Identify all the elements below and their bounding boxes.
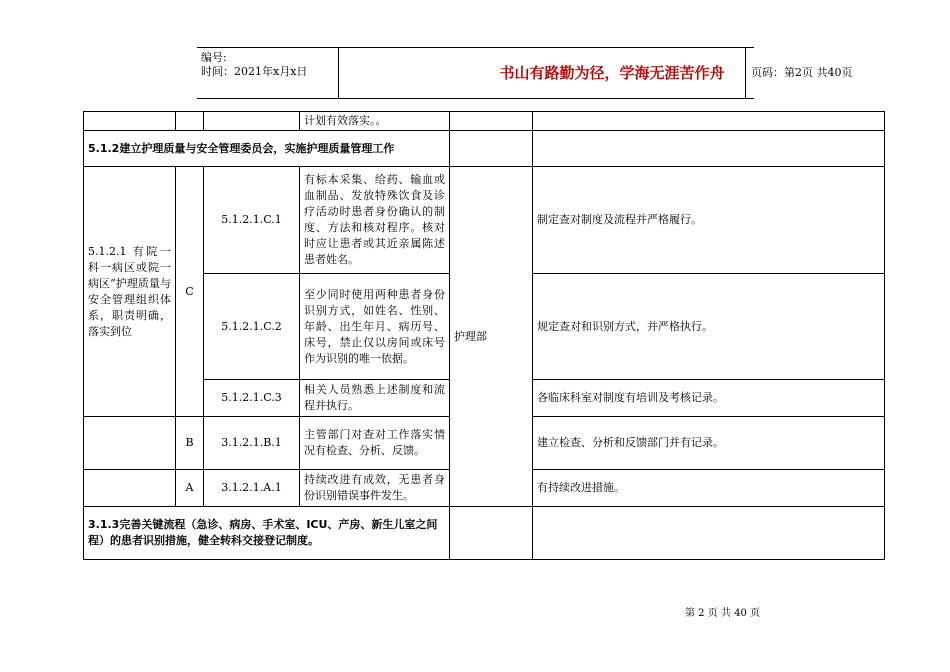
- table-row: [84, 167, 885, 274]
- page-info: 页码：第2页 共40页: [751, 66, 853, 79]
- table-cell: [450, 507, 533, 560]
- code-cell: 5.1.2.1.C.2: [204, 274, 300, 380]
- grade-cell: B: [176, 417, 204, 470]
- standard-cell: 主管部门对查对工作落实情况有检查、分析、反馈。: [300, 417, 450, 470]
- standard-cell: 持续改进有成效，无患者身份识别错误事件发生。: [300, 470, 450, 507]
- grade-cell: C: [176, 167, 204, 417]
- code-cell: 5.1.2.1.C.1: [204, 167, 300, 274]
- method-cell: 各临床科室对制度有培训及考核记录。: [533, 380, 885, 417]
- table-cell: [450, 131, 533, 167]
- table-row: [84, 112, 885, 131]
- table-cell: [84, 470, 176, 507]
- standards-table: [83, 111, 885, 560]
- motto: 书山有路勤为径，学海无涯苦作舟: [499, 64, 725, 82]
- item-label: 5.1.2.1 有院一科一病区或院一病区”护理质量与安全管理组织体系，职责明确，落实到位: [84, 167, 176, 417]
- page-footer: 第 2 页 共 40 页: [685, 608, 760, 619]
- standard-cell: 至少同时使用两种患者身份识别方式，如姓名、性别、年龄、出生年月、病历号、床号，禁止仅以房间或床号作为识别的唯一依据。: [300, 274, 450, 380]
- method-cell: 制定查对制度及流程并严格履行。: [533, 167, 885, 274]
- table-cell: [533, 112, 885, 131]
- section-row: [84, 131, 885, 167]
- method-cell: 建立检查、分析和反馈部门并有记录。: [533, 417, 885, 470]
- grade-cell: A: [176, 470, 204, 507]
- dept-cell: 护理部: [450, 167, 533, 507]
- date-label: 时间：2021年x月x日: [201, 65, 308, 78]
- method-cell: 有持续改进措施。: [533, 470, 885, 507]
- header-right: [338, 48, 853, 98]
- header-meta: [197, 48, 337, 98]
- code-cell: 3.1.2.1.B.1: [204, 417, 300, 470]
- table-cell: [84, 112, 176, 131]
- standard-cell: 相关人员熟悉上述制度和流程并执行。: [300, 380, 450, 417]
- code-cell: 5.1.2.1.C.3: [204, 380, 300, 417]
- number-label: 编号:: [201, 51, 227, 64]
- code-cell: 3.1.2.1.A.1: [204, 470, 300, 507]
- standard-cell: 有标本采集、给药、输血或血制品、发放特殊饮食及诊疗活动时患者身份确认的制度、方法和核对程序。核对时应让患者或其近亲属陈述患者姓名。: [300, 167, 450, 274]
- table-cell: [533, 131, 885, 167]
- standard-cell: 计划有效落实。。: [300, 112, 450, 131]
- table-cell: [204, 112, 300, 131]
- section-title-512: 5.1.2建立护理质量与安全管理委员会，实施护理质量管理工作: [84, 131, 450, 167]
- table-cell: [533, 507, 885, 560]
- table-cell: [176, 112, 204, 131]
- header-divider: [745, 48, 746, 98]
- section-row: [84, 507, 885, 560]
- section-title-313: 3.1.3完善关键流程（急诊、病房、手术室、ICU、产房、新生儿室之间程）的患者识别措施，健全转科交接登记制度。: [84, 507, 450, 560]
- table-cell: [84, 417, 176, 470]
- method-cell: 规定查对和识别方式，并严格执行。: [533, 274, 885, 380]
- page-header: [197, 47, 853, 99]
- table-cell: [450, 112, 533, 131]
